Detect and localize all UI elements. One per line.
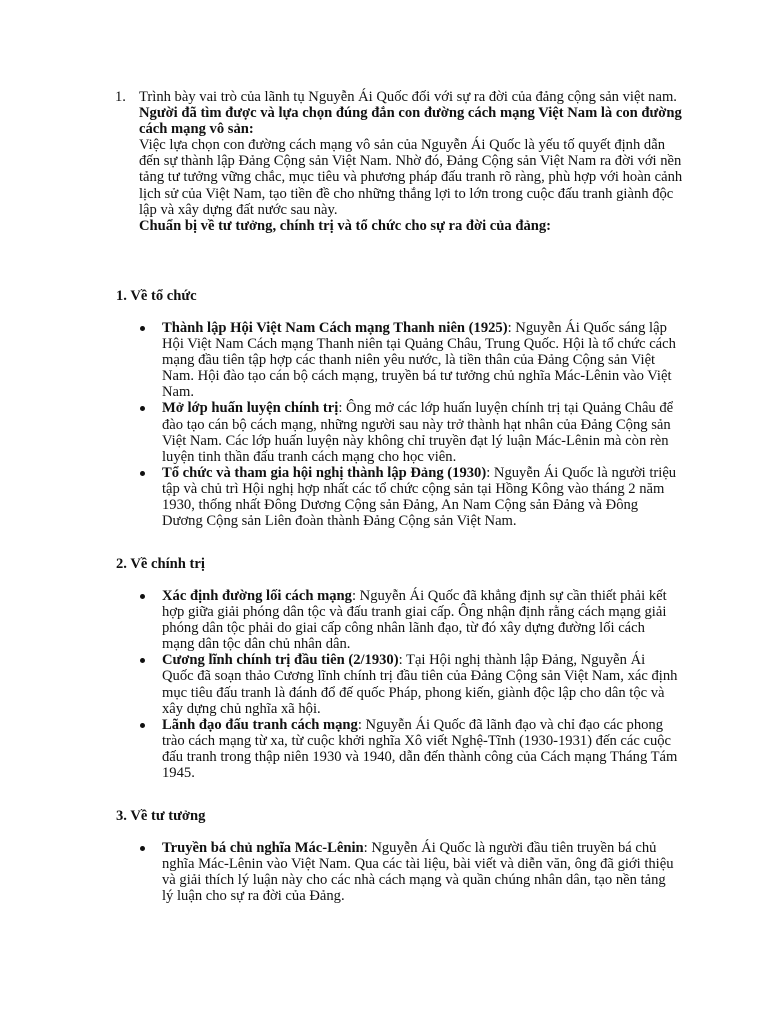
question-block bbox=[115, 89, 685, 234]
item-text: : Ông mở các lớp huấn luyện chính trị tại Quảng Châu để đào tạo cán bộ cách mạng, những người sau này trở thành hạt nhân của Đảng Cộng sản Việt Nam. Các lớp huấn luyện này không chỉ truyền đạt lý luận Mác-Lênin mà còn rèn luyện tinh thần đấu tranh cách mạng cho học viên. bbox=[162, 400, 674, 465]
item-text: : Nguyễn Ái Quốc đã khẳng định sự cần thiết phải kết hợp giữa giải phóng dân tộc và đấu tranh giai cấp. Ông nhận định rằng cách mạng giải phóng dân tộc phải do giai cấp công nhân lãnh đạo, từ đó xây dựng đường lối cách mạng dân tộc dân chủ nhân dân. bbox=[162, 588, 667, 653]
item-bold-label: Truyền bá chủ nghĩa Mác-Lênin bbox=[162, 840, 364, 856]
item-text: : Nguyễn Ái Quốc sáng lập Hội Việt Nam Cách mạng Thanh niên tại Quảng Châu, Trung Quốc. Hội là tổ chức cách mạng đầu tiên tập hợp các thanh niên yêu nước, là tiền thân của Đảng Cộng sản Việt Nam. Hội đào tạo cán bộ cách mạng, truyền bá tư tưởng chủ nghĩa Mác-Lênin vào Việt Nam. bbox=[162, 320, 676, 401]
list-item bbox=[140, 465, 680, 529]
item-bold-label: Tổ chức và tham gia hội nghị thành lập Đảng (1930) bbox=[162, 464, 487, 481]
list-item bbox=[140, 320, 680, 400]
list-item bbox=[140, 840, 680, 904]
item-bold-label: Xác định đường lối cách mạng bbox=[162, 588, 352, 604]
section-list-ideology bbox=[140, 840, 680, 904]
heading-preparation: Chuẩn bị về tư tưởng, chính trị và tổ chức cho sự ra đời của đảng: bbox=[139, 217, 552, 234]
section-list-organization bbox=[140, 320, 680, 529]
question-number: 1. bbox=[115, 89, 126, 105]
item-text: : Tại Hội nghị thành lập Đảng, Nguyễn Ái Quốc đã soạn thảo Cương lĩnh chính trị đầu tiên của Đảng Cộng sản Việt Nam, xác định mục tiêu đấu tranh là đánh đổ đế quốc Pháp, phong kiến, giành độc lập cho dân tộc và xây dựng chủ nghĩa xã hội. bbox=[162, 652, 678, 717]
section-title-politics: 2. Về chính trị bbox=[116, 556, 205, 572]
item-bold-label: Mở lớp huấn luyện chính trị bbox=[162, 400, 339, 417]
list-item bbox=[140, 717, 680, 781]
item-text: : Nguyễn Ái Quốc là người đầu tiên truyền bá chủ nghĩa Mác-Lênin vào Việt Nam. Qua các tài liệu, bài viết và diễn văn, ông đã giới thiệu và giải thích lý luận này cho các nhà cách mạng và quần chúng nhân dân, tạo nền tảng lý luận cho sự ra đời của Đảng. bbox=[162, 840, 674, 905]
section-title-ideology: 3. Về tư tưởng bbox=[116, 808, 206, 824]
item-bold-label: Thành lập Hội Việt Nam Cách mạng Thanh niên (1925) bbox=[162, 320, 508, 336]
question-body bbox=[139, 89, 685, 234]
intro-paragraph: Việc lựa chọn con đường cách mạng vô sản của Nguyễn Ái Quốc là yếu tố quyết định dẫn đến sự thành lập Đảng Cộng sản Việt Nam. Nhờ đó, Đảng Cộng sản Việt Nam ra đời với nền tảng tư tưởng vững chắc, mục tiêu và phương pháp đấu tranh rõ ràng, phù hợp với hoàn cảnh lịch sử của Việt Nam, tạo tiền đề cho những thắng lợi to lớn trong cuộc đấu tranh giành độc lập và xây dựng đất nước sau này. bbox=[139, 137, 683, 218]
item-bold-label: Lãnh đạo đấu tranh cách mạng bbox=[162, 716, 358, 733]
list-item bbox=[140, 588, 680, 652]
list-item bbox=[140, 400, 680, 464]
section-title-organization: 1. Về tổ chức bbox=[116, 288, 197, 304]
question-text: Trình bày vai trò của lãnh tụ Nguyễn Ái Quốc đối với sự ra đời của đảng cộng sản việt nam. bbox=[139, 89, 677, 105]
list-item bbox=[140, 652, 680, 716]
heading-revolutionary-path: Người đã tìm được và lựa chọn đúng đắn con đường cách mạng Việt Nam là con đường cách mạng vô sản: bbox=[139, 105, 682, 138]
section-list-politics bbox=[140, 588, 680, 781]
item-text: : Nguyễn Ái Quốc đã lãnh đạo và chỉ đạo các phong trào cách mạng từ xa, từ cuộc khởi nghĩa Xô viết Nghệ-Tĩnh (1930-1931) đến các cuộc đấu tranh trong thập niên 1930 và 1940, dẫn đến thành công của Cách mạng Tháng Tám 1945. bbox=[162, 716, 678, 782]
item-text: : Nguyễn Ái Quốc là người triệu tập và chủ trì Hội nghị hợp nhất các tổ chức cộng sản tại Hồng Kông vào tháng 2 năm 1930, thống nhất Đông Dương Cộng sản Đảng, An Nam Cộng sản Đảng và Đông Dương Cộng sản Liên đoàn thành Đảng Cộng sản Việt Nam. bbox=[162, 464, 677, 530]
item-bold-label: Cương lĩnh chính trị đầu tiên (2/1930) bbox=[162, 652, 399, 669]
